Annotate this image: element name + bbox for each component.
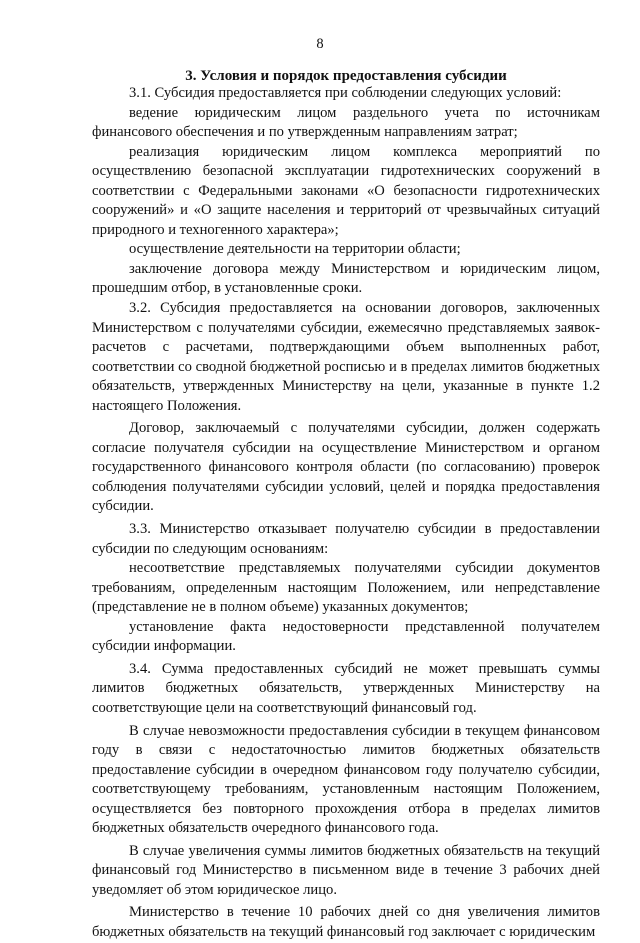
paragraph-3-3: 3.3. Министерство отказывает получателю субсидии в предоставлении субсидии по следующим основаниям: bbox=[92, 521, 600, 557]
paragraph-ministry-10-days: Министерство в течение 10 рабочих дней со дня увеличения лимитов бюджетных обязательств на текущий финансовый год заключает с юридическим bbox=[92, 904, 600, 940]
paragraph-condition-safety: реализация юридическим лицом комплекса мероприятий по осуществлению безопасной эксплуатации гидротехнических сооружений в соответствии с Федеральными законами «О безопасности гидротехнических сооружений» и «О защите населения и территорий от чрезвычайных ситуаций природного и техногенного характера»; bbox=[92, 143, 600, 238]
paragraph-condition-accounting: ведение юридическим лицом раздельного учета по источникам финансового обеспечения и по утвержденным направлениям затрат; bbox=[92, 104, 600, 141]
paragraph-limit-increase: В случае увеличения суммы лимитов бюджетных обязательств на текущий финансовый год Министерство в письменном виде в течение 3 рабочих дней уведомляет об этом юридическое лицо. bbox=[92, 842, 600, 898]
section-title: 3. Условия и порядок предоставления субсидии bbox=[185, 68, 507, 84]
document-body bbox=[92, 84, 600, 943]
paragraph-refusal-false-info: установление факта недостоверности представленной получателем субсидии информации. bbox=[92, 618, 600, 655]
paragraph-contract-consent: Договор, заключаемый с получателями субсидии, должен содержать согласие получателя субсидии на осуществление Министерством и органом государственного финансового контроля области (по согласованию) проверок соблюдения получателями субсидии условий, целей и порядка предоставления субсидии. bbox=[92, 420, 600, 515]
paragraph-3-1: 3.1. Субсидия предоставляется при соблюдении следующих условий: bbox=[129, 85, 562, 101]
paragraph-refusal-documents: несоответствие представляемых получателями субсидии документов требованиям, определенным настоящим Положением, или непредставление (представление не в полном объеме) указанных документов; bbox=[92, 560, 600, 616]
paragraph-condition-territory: осуществление деятельности на территории области; bbox=[129, 241, 461, 258]
paragraph-3-2: 3.2. Субсидия предоставляется на основании договоров, заключенных Министерством с получателями субсидии, ежемесячно представляемых заявок-расчетов с расчетами, подтверждающими объем выполненных работ, соответствии со сводной бюджетной росписью и в пределах лимитов бюджетных обязательств, утвержденных Министерству на цели, указанные в пункте 1.2 настоящего Положения. bbox=[92, 300, 600, 414]
paragraph-condition-contract: заключение договора между Министерством и юридическим лицом, прошедшим отбор, в установленные сроки. bbox=[92, 260, 600, 297]
page-number: 8 bbox=[316, 36, 324, 52]
paragraph-next-year: В случае невозможности предоставления субсидии в текущем финансовом году в связи с недостаточностью лимитов бюджетных обязательств предоставление субсидии в очередном финансовом году получателю субсидии, соответствующему требованиям, установленным настоящим Положением, осуществляется без повторного прохождения отбора в пределах лимитов бюджетных обязательств очередного финансового года. bbox=[92, 722, 600, 837]
paragraph-3-4: 3.4. Сумма предоставленных субсидий не может превышать суммы лимитов бюджетных обязательств, утвержденных Министерству на соответствующие цели на соответствующий финансовый год. bbox=[92, 660, 600, 716]
